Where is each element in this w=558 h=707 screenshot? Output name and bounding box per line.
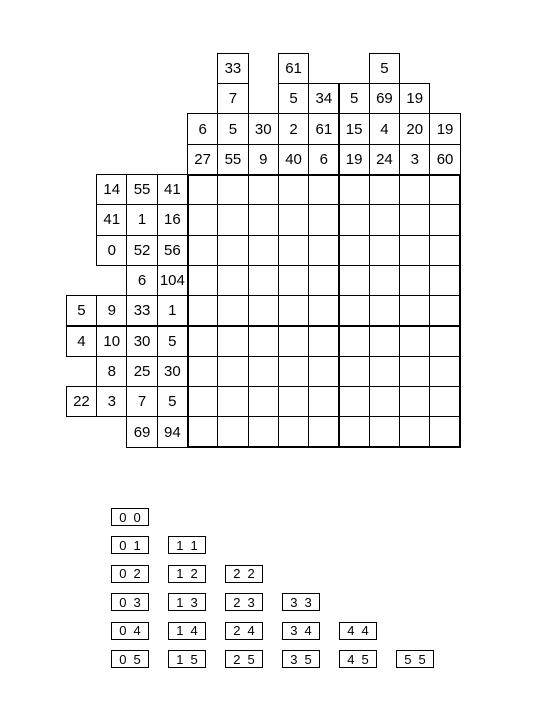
row-clue: 3 xyxy=(96,386,127,417)
domino-pip-value: 3 xyxy=(190,594,198,610)
domino-tile xyxy=(168,565,206,583)
domino-pip-value: 5 xyxy=(133,651,141,667)
domino-pip-value: 4 xyxy=(347,623,355,639)
domino-pip-value: 2 xyxy=(233,623,241,639)
domino-tile xyxy=(111,536,149,554)
grid-cell[interactable] xyxy=(369,356,400,387)
grid-cell[interactable] xyxy=(339,326,370,357)
domino-tile xyxy=(339,622,377,640)
domino-tile xyxy=(111,622,149,640)
grid-cell[interactable] xyxy=(399,265,430,296)
domino-pip-value: 0 xyxy=(119,509,127,525)
row-clue: 10 xyxy=(96,326,127,357)
domino-tile xyxy=(339,650,377,668)
column-clue: 6 xyxy=(308,144,339,175)
grid-cell[interactable] xyxy=(248,386,279,417)
grid-cell[interactable] xyxy=(278,356,309,387)
grid-cell[interactable] xyxy=(429,204,460,235)
domino-pip-value: 0 xyxy=(119,566,127,582)
grid-cell[interactable] xyxy=(339,235,370,266)
column-clue: 2 xyxy=(278,113,309,144)
domino-tile xyxy=(168,650,206,668)
row-clue: 1 xyxy=(157,295,188,326)
domino-pip-value: 5 xyxy=(404,651,412,667)
grid-cell[interactable] xyxy=(187,356,218,387)
row-clue: 22 xyxy=(66,386,97,417)
grid-cell[interactable] xyxy=(399,326,430,357)
column-clue: 5 xyxy=(369,53,400,84)
domino-pip-value: 4 xyxy=(347,651,355,667)
grid-cell[interactable] xyxy=(217,235,248,266)
grid-cell[interactable] xyxy=(187,386,218,417)
row-clue: 56 xyxy=(157,235,188,266)
grid-cell[interactable] xyxy=(339,174,370,205)
column-clue: 7 xyxy=(217,83,248,114)
domino-tile xyxy=(225,565,263,583)
grid-cell[interactable] xyxy=(339,356,370,387)
domino-pip-value: 4 xyxy=(247,623,255,639)
domino-pip-value: 1 xyxy=(190,537,198,553)
domino-pip-value: 1 xyxy=(176,623,184,639)
domino-tile xyxy=(225,622,263,640)
grid-cell[interactable] xyxy=(369,235,400,266)
domino-pip-value: 2 xyxy=(233,651,241,667)
row-clue: 94 xyxy=(157,416,188,447)
grid-cell[interactable] xyxy=(429,174,460,205)
domino-tile xyxy=(168,536,206,554)
grid-cell[interactable] xyxy=(217,386,248,417)
domino-pip-value: 4 xyxy=(304,623,312,639)
grid-cell[interactable] xyxy=(217,326,248,357)
grid-cell[interactable] xyxy=(308,295,339,326)
grid-cell[interactable] xyxy=(369,204,400,235)
domino-pip-value: 2 xyxy=(190,566,198,582)
column-clue: 4 xyxy=(369,113,400,144)
grid-cell[interactable] xyxy=(248,174,279,205)
grid-cell[interactable] xyxy=(278,235,309,266)
domino-pip-value: 0 xyxy=(119,594,127,610)
domino-pip-value: 0 xyxy=(119,623,127,639)
grid-cell[interactable] xyxy=(429,326,460,357)
grid-cell[interactable] xyxy=(278,295,309,326)
grid-cell[interactable] xyxy=(369,416,400,447)
grid-cell[interactable] xyxy=(278,174,309,205)
grid-cell[interactable] xyxy=(429,265,460,296)
domino-pip-value: 4 xyxy=(190,623,198,639)
grid-cell[interactable] xyxy=(278,386,309,417)
grid-cell[interactable] xyxy=(248,295,279,326)
grid-cell[interactable] xyxy=(339,265,370,296)
column-clue: 15 xyxy=(339,113,370,144)
grid-cell[interactable] xyxy=(369,326,400,357)
grid-cell[interactable] xyxy=(308,356,339,387)
column-clue: 20 xyxy=(399,113,430,144)
grid-cell[interactable] xyxy=(429,386,460,417)
domino-pip-value: 2 xyxy=(247,566,255,582)
grid-cell[interactable] xyxy=(399,416,430,447)
grid-cell[interactable] xyxy=(339,204,370,235)
row-clue: 1 xyxy=(126,204,157,235)
grid-cell[interactable] xyxy=(187,235,218,266)
row-clue: 8 xyxy=(96,356,127,387)
grid-cell[interactable] xyxy=(187,416,218,447)
grid-cell[interactable] xyxy=(217,204,248,235)
grid-cell[interactable] xyxy=(308,174,339,205)
grid-cell[interactable] xyxy=(278,204,309,235)
row-clue: 41 xyxy=(157,174,188,205)
column-clue: 30 xyxy=(248,113,279,144)
domino-pip-value: 0 xyxy=(133,509,141,525)
domino-tile xyxy=(168,622,206,640)
domino-pip-value: 4 xyxy=(133,623,141,639)
column-clue: 40 xyxy=(278,144,309,175)
grid-cell[interactable] xyxy=(369,295,400,326)
grid-cell[interactable] xyxy=(339,386,370,417)
grid-cell[interactable] xyxy=(217,265,248,296)
domino-pip-value: 2 xyxy=(233,566,241,582)
grid-cell[interactable] xyxy=(339,295,370,326)
grid-cell[interactable] xyxy=(308,235,339,266)
column-clue: 27 xyxy=(187,144,218,175)
grid-cell[interactable] xyxy=(369,174,400,205)
row-clue: 104 xyxy=(157,265,188,296)
row-clue: 4 xyxy=(66,326,97,357)
domino-tile xyxy=(111,650,149,668)
domino-pip-value: 3 xyxy=(290,594,298,610)
column-clue: 61 xyxy=(308,113,339,144)
row-clue: 7 xyxy=(126,386,157,417)
grid-cell[interactable] xyxy=(217,295,248,326)
row-clue: 14 xyxy=(96,174,127,205)
row-clue: 52 xyxy=(126,235,157,266)
domino-tile xyxy=(111,508,149,526)
grid-cell[interactable] xyxy=(278,265,309,296)
domino-tile xyxy=(282,622,320,640)
column-clue: 55 xyxy=(217,144,248,175)
row-clue: 5 xyxy=(66,295,97,326)
column-clue: 5 xyxy=(217,113,248,144)
column-clue: 69 xyxy=(369,83,400,114)
grid-cell[interactable] xyxy=(429,295,460,326)
column-clue: 9 xyxy=(248,144,279,175)
domino-pip-value: 5 xyxy=(418,651,426,667)
grid-cell[interactable] xyxy=(429,235,460,266)
row-clue: 5 xyxy=(157,326,188,357)
domino-pip-value: 1 xyxy=(176,651,184,667)
grid-cell[interactable] xyxy=(369,265,400,296)
grid-cell[interactable] xyxy=(399,386,430,417)
domino-pip-value: 1 xyxy=(176,594,184,610)
column-clue: 33 xyxy=(217,53,248,84)
grid-cell[interactable] xyxy=(399,174,430,205)
column-clue: 24 xyxy=(369,144,400,175)
domino-tile xyxy=(282,593,320,611)
row-clue: 16 xyxy=(157,204,188,235)
grid-cell[interactable] xyxy=(308,386,339,417)
column-clue: 60 xyxy=(429,144,460,175)
domino-pip-value: 5 xyxy=(361,651,369,667)
grid-cell[interactable] xyxy=(248,235,279,266)
domino-pip-value: 3 xyxy=(290,623,298,639)
grid-cell[interactable] xyxy=(248,265,279,296)
domino-pip-value: 1 xyxy=(176,566,184,582)
row-clue: 30 xyxy=(157,356,188,387)
grid-cell[interactable] xyxy=(399,204,430,235)
grid-cell[interactable] xyxy=(369,386,400,417)
domino-pip-value: 0 xyxy=(119,537,127,553)
column-clue: 19 xyxy=(429,113,460,144)
grid-cell[interactable] xyxy=(248,416,279,447)
row-clue: 25 xyxy=(126,356,157,387)
grid-cell[interactable] xyxy=(217,416,248,447)
domino-pip-value: 1 xyxy=(133,537,141,553)
column-clue: 34 xyxy=(308,83,339,114)
domino-pip-value: 5 xyxy=(247,651,255,667)
domino-pip-value: 3 xyxy=(133,594,141,610)
grid-cell[interactable] xyxy=(429,356,460,387)
grid-cell[interactable] xyxy=(217,174,248,205)
domino-tile xyxy=(282,650,320,668)
grid-cell[interactable] xyxy=(187,204,218,235)
column-clue: 6 xyxy=(187,113,218,144)
domino-pip-value: 1 xyxy=(176,537,184,553)
row-clue: 33 xyxy=(126,295,157,326)
row-clue: 5 xyxy=(157,386,188,417)
domino-pip-value: 5 xyxy=(190,651,198,667)
domino-tile xyxy=(111,593,149,611)
grid-cell[interactable] xyxy=(278,326,309,357)
grid-cell[interactable] xyxy=(187,295,218,326)
column-clue: 61 xyxy=(278,53,309,84)
row-clue: 9 xyxy=(96,295,127,326)
domino-pip-value: 3 xyxy=(290,651,298,667)
domino-pip-value: 3 xyxy=(304,594,312,610)
column-clue: 5 xyxy=(339,83,370,114)
domino-tile xyxy=(225,593,263,611)
domino-tile xyxy=(225,650,263,668)
grid-cell[interactable] xyxy=(187,174,218,205)
grid-cell[interactable] xyxy=(248,204,279,235)
grid-cell[interactable] xyxy=(399,235,430,266)
grid-cell[interactable] xyxy=(248,326,279,357)
row-clue: 55 xyxy=(126,174,157,205)
domino-pip-value: 0 xyxy=(119,651,127,667)
domino-pip-value: 3 xyxy=(247,594,255,610)
domino-tile xyxy=(396,650,434,668)
grid-cell[interactable] xyxy=(308,416,339,447)
row-clue: 69 xyxy=(126,416,157,447)
row-clue: 30 xyxy=(126,326,157,357)
domino-pip-value: 5 xyxy=(304,651,312,667)
grid-cell[interactable] xyxy=(187,326,218,357)
grid-cell[interactable] xyxy=(308,265,339,296)
domino-pip-value: 2 xyxy=(133,566,141,582)
column-clue: 19 xyxy=(339,144,370,175)
grid-cell[interactable] xyxy=(187,265,218,296)
column-clue: 19 xyxy=(399,83,430,114)
grid-cell[interactable] xyxy=(429,416,460,447)
grid-cell[interactable] xyxy=(399,295,430,326)
grid-cell[interactable] xyxy=(399,356,430,387)
grid-cell[interactable] xyxy=(308,204,339,235)
grid-cell[interactable] xyxy=(248,356,279,387)
row-clue: 41 xyxy=(96,204,127,235)
row-clue: 0 xyxy=(96,235,127,266)
grid-cell[interactable] xyxy=(278,416,309,447)
domino-pip-value: 4 xyxy=(361,623,369,639)
domino-pip-value: 2 xyxy=(233,594,241,610)
column-clue: 5 xyxy=(278,83,309,114)
grid-cell[interactable] xyxy=(339,416,370,447)
domino-tile xyxy=(111,565,149,583)
grid-cell[interactable] xyxy=(308,326,339,357)
row-clue: 6 xyxy=(126,265,157,296)
grid-cell[interactable] xyxy=(217,356,248,387)
domino-tile xyxy=(168,593,206,611)
column-clue: 3 xyxy=(399,144,430,175)
